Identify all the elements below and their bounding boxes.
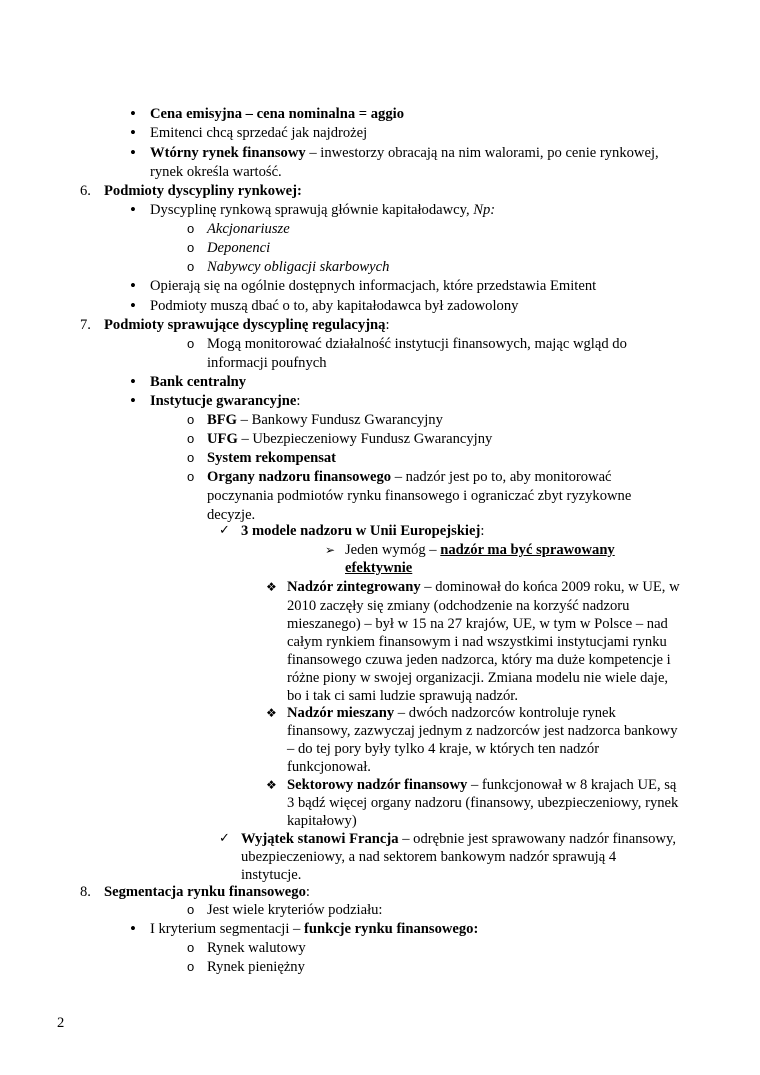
text: – nadzór jest po to, aby monitorować: [391, 469, 612, 485]
list-item: [207, 220, 290, 238]
list-item: [207, 468, 612, 486]
diamond-icon: ❖: [266, 580, 277, 594]
text: – Ubezpieczeniowy Fundusz Gwarancyjny: [237, 431, 493, 447]
text: decyzje.: [207, 507, 256, 523]
bullet-marker: •: [130, 200, 136, 219]
text: Opierają się na ogólnie dostępnych informacjach, które przedstawia Emitent: [150, 278, 597, 294]
section-heading: [104, 182, 302, 200]
bold-text: Instytucje gwarancyjne: [150, 393, 297, 409]
list-item-continuation: [207, 354, 327, 372]
bold-text: Nadzór mieszany: [287, 705, 395, 721]
bold-text: Nadzór zintegrowany: [287, 579, 421, 595]
italic-text: Np:: [473, 202, 496, 218]
circle-marker: o: [187, 412, 195, 427]
text: :: [480, 523, 485, 539]
text: rynek określa wartość.: [150, 164, 282, 180]
check-icon: ✓: [219, 523, 230, 538]
list-item: [150, 277, 596, 295]
circle-marker: o: [187, 431, 195, 446]
bold-text: Sektorowy nadzór finansowy: [287, 777, 468, 793]
list-item-continuation: [287, 722, 678, 740]
list-item-continuation: [287, 669, 668, 687]
bold-text: Podmioty sprawujące dyscyplinę regulacyjną: [104, 317, 386, 333]
text: poczynania podmiotów rynku finansowego i ograniczać zbyt ryzykowne: [207, 488, 632, 504]
bold-text: UFG: [207, 431, 238, 447]
text: Jest wiele kryteriów podziału:: [207, 902, 383, 918]
list-item-continuation: [287, 651, 671, 669]
bold-text: funkcje rynku finansowego:: [304, 921, 479, 937]
text: – do tej pory były tylko 4 kraje, w których ten nadzór: [287, 741, 600, 757]
section-heading: [104, 316, 390, 334]
bold-text: Segmentacja rynku finansowego: [104, 884, 306, 900]
bullet-marker: •: [130, 391, 136, 410]
circle-marker: o: [187, 902, 195, 917]
list-item: [207, 239, 270, 257]
list-item-continuation: [287, 615, 668, 633]
text: – Bankowy Fundusz Gwarancyjny: [237, 412, 443, 428]
bold-text: Wyjątek stanowi Francja: [241, 831, 399, 847]
list-item: [150, 124, 367, 142]
text: – dwóch nadzorców kontroluje rynek: [394, 705, 616, 721]
text: :: [296, 393, 301, 409]
circle-marker: o: [187, 469, 195, 484]
list-item-continuation: [150, 163, 282, 181]
bold-text: 3 modele nadzoru w Unii Europejskiej: [241, 523, 481, 539]
list-item: [207, 430, 492, 448]
text: ubezpieczeniowy, a nad sektorem bankowym nadzór sprawują 4: [241, 849, 617, 865]
list-item: [207, 901, 382, 919]
text: finansowy, zazwyczaj jednym z nadzorców jest nadzorca bankowy: [287, 723, 678, 739]
diamond-icon: ❖: [266, 706, 277, 720]
bold-text: Bank centralny: [150, 374, 247, 390]
list-item: [150, 144, 659, 162]
list-item: [207, 411, 443, 429]
list-item-continuation: [241, 866, 301, 884]
list-item: [241, 830, 676, 848]
text: finansowego czuwa jeden nadzorca, który ma duże kompetencje i: [287, 652, 671, 668]
bold-text: Organy nadzoru finansowego: [207, 469, 392, 485]
bullet-marker: •: [130, 296, 136, 315]
heading-number: 7.: [80, 317, 91, 333]
page-number: 2: [57, 1015, 65, 1031]
list-item: [287, 776, 676, 794]
list-item: [150, 373, 246, 391]
circle-marker: o: [187, 336, 195, 351]
bold-text: Wtórny rynek finansowy: [150, 145, 306, 161]
bullet-marker: •: [130, 919, 136, 938]
text: I kryterium segmentacji –: [150, 921, 304, 937]
bullet-marker: •: [130, 123, 136, 142]
circle-marker: o: [187, 221, 195, 236]
bold-text: BFG: [207, 412, 237, 428]
text: 3 bądź więcej organy nadzoru (finansowy, ubezpieczeniowy, rynek: [287, 795, 679, 811]
text: :: [305, 884, 310, 900]
list-item-continuation: [207, 487, 631, 505]
list-item-continuation: [287, 740, 599, 758]
italic-text: Nabywcy obligacji skarbowych: [207, 259, 390, 275]
list-item-continuation: [241, 848, 616, 866]
list-item-continuation: [287, 758, 371, 776]
circle-marker: o: [187, 259, 195, 274]
bullet-marker: •: [130, 372, 136, 391]
bold-text: System rekompensat: [207, 450, 337, 466]
circle-marker: o: [187, 959, 195, 974]
text: – funkcjonował w 8 krajach UE, są: [467, 777, 677, 793]
list-item: [150, 201, 495, 219]
list-item: [287, 578, 680, 596]
text: Rynek walutowy: [207, 940, 306, 956]
text: Dyscyplinę rynkową sprawują głównie kapitałodawcy,: [150, 202, 474, 218]
text: – odrębnie jest sprawowany nadzór finansowy,: [398, 831, 677, 847]
bold-text: Podmioty dyscypliny rynkowej:: [104, 183, 302, 199]
list-item-continuation: [287, 597, 629, 615]
text: :: [385, 317, 390, 333]
list-item-continuation: [287, 794, 678, 812]
text: 2010 zaczęły się zmiany (odchodzenie na korzyść nadzoru: [287, 598, 630, 614]
list-item: [345, 541, 615, 559]
text: – dominował do końca 2009 roku, w UE, w: [420, 579, 680, 595]
check-icon: ✓: [219, 831, 230, 846]
list-item-continuation: [287, 633, 667, 651]
heading-number: 8.: [80, 884, 91, 900]
text: mieszanego) – był w 15 na 27 krajów, UE, w tym w Polsce – nad: [287, 616, 668, 632]
bold-underlined-text: efektywnie: [345, 560, 413, 576]
list-item: [150, 392, 300, 410]
circle-marker: o: [187, 240, 195, 255]
text: kapitałowy): [287, 813, 357, 829]
bold-text: Cena emisyjna – cena nominalna = aggio: [150, 106, 404, 122]
list-item: [207, 258, 389, 276]
list-item-continuation: [345, 559, 412, 577]
list-item: [207, 939, 306, 957]
list-item: [241, 522, 484, 540]
diamond-icon: ❖: [266, 778, 277, 792]
text: bo i tak ci sami ludzie sprawują nadzór.: [287, 688, 518, 704]
text: Rynek pieniężny: [207, 959, 305, 975]
text: całym rynkiem finansowym i nad wszystkimi instytucjami rynku: [287, 634, 667, 650]
list-item-continuation: [287, 687, 518, 705]
text: instytucje.: [241, 867, 302, 883]
heading-number: 6.: [80, 183, 91, 199]
arrow-icon: ➢: [325, 543, 336, 557]
italic-text: Akcjonariusze: [207, 221, 290, 237]
text: – inwestorzy obracają na nim walorami, po cenie rynkowej,: [305, 145, 659, 161]
bullet-marker: •: [130, 104, 136, 123]
bullet-marker: •: [130, 143, 136, 162]
list-item: [150, 105, 404, 123]
bold-underlined-text: nadzór ma być sprawowany: [440, 542, 615, 558]
text: Mogą monitorować działalność instytucji finansowych, mając wgląd do: [207, 336, 627, 352]
list-item: [150, 297, 518, 315]
italic-text: Deponenci: [207, 240, 271, 256]
text: Podmioty muszą dbać o to, aby kapitałodawca był zadowolony: [150, 298, 519, 314]
list-item: [207, 449, 336, 467]
list-item: [207, 335, 627, 353]
list-item: [287, 704, 616, 722]
bullet-marker: •: [130, 276, 136, 295]
text: Jeden wymóg –: [345, 542, 441, 558]
text: różne piony w swojej organizacji. Zmiana modelu nie wiele daje,: [287, 670, 669, 686]
list-item: [150, 920, 478, 938]
list-item-continuation: [287, 812, 357, 830]
list-item: [207, 958, 305, 976]
text: Emitenci chcą sprzedać jak najdrożej: [150, 125, 368, 141]
text: informacji poufnych: [207, 355, 327, 371]
circle-marker: o: [187, 450, 195, 465]
section-heading: [104, 883, 310, 901]
circle-marker: o: [187, 940, 195, 955]
text: funkcjonował.: [287, 759, 371, 775]
